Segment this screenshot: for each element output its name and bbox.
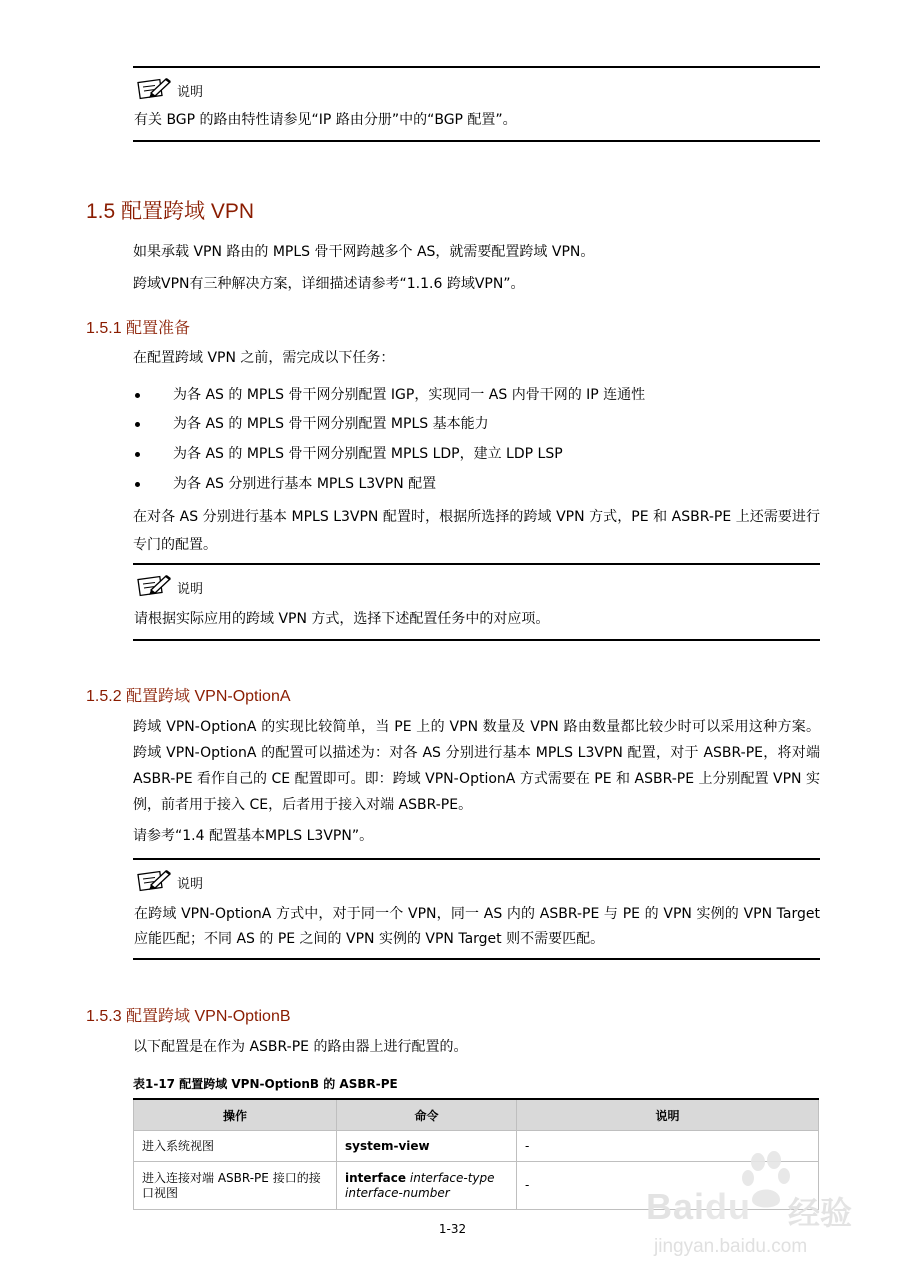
table-header-cell: 说明 bbox=[517, 1099, 819, 1131]
section-title-1-5: 1.5 配置跨域 VPN bbox=[86, 200, 255, 223]
table-cell-cmd bbox=[337, 1131, 517, 1162]
table-header-row bbox=[134, 1099, 819, 1131]
note-label: 说明 bbox=[177, 85, 204, 100]
table-cell-cmd bbox=[337, 1162, 517, 1210]
list-item-text: 为各 AS 的 MPLS 骨干网分别配置 MPLS LDP，建立 LDP LSP bbox=[173, 446, 563, 462]
note-header bbox=[137, 868, 203, 892]
list-item-text: 为各 AS 的 MPLS 骨干网分别配置 MPLS 基本能力 bbox=[173, 416, 489, 432]
note-text: 在跨域 VPN-OptionA 方式中，对于同一个 VPN，同一 AS 内的 ASBR-PE 与 PE 的 VPN 实例的 VPN Target 应能匹配；不同 AS 的 PE 之间的 VPN 实例的 VPN Target 则不需要匹配。 bbox=[134, 906, 820, 947]
paragraph: 请参考“1.4 配置基本MPLS L3VPN”。 bbox=[133, 828, 374, 844]
table-header-cell: 操作 bbox=[134, 1099, 337, 1131]
list-item-text: 为各 AS 的 MPLS 骨干网分别配置 IGP，实现同一 AS 内骨干网的 IP 连通性 bbox=[173, 387, 646, 403]
pencil-note-icon bbox=[137, 868, 171, 892]
bullet-icon bbox=[135, 452, 140, 457]
pencil-note-icon bbox=[137, 573, 171, 597]
note-header bbox=[137, 573, 203, 597]
cmd-keyword: system-view bbox=[345, 1138, 430, 1153]
watermark-cn: 经验 bbox=[788, 1194, 853, 1232]
note-header bbox=[137, 76, 203, 100]
note-text: 请根据实际应用的跨域 VPN 方式，选择下述配置任务中的对应项。 bbox=[134, 611, 550, 627]
table-header-cell: 命令 bbox=[337, 1099, 517, 1131]
paragraph: 在配置跨域 VPN 之前，需完成以下任务： bbox=[133, 350, 395, 366]
bullet-icon bbox=[135, 393, 140, 398]
cmd-keyword: interface bbox=[345, 1170, 407, 1185]
table-cell-op: 进入系统视图 bbox=[134, 1131, 337, 1162]
section-title-1-5-1: 1.5.1 配置准备 bbox=[86, 320, 191, 337]
note-label: 说明 bbox=[177, 582, 204, 597]
paragraph: 跨域VPN有三种解决方案，详细描述请参考“1.1.6 跨域VPN”。 bbox=[133, 276, 525, 292]
list-item-text: 为各 AS 分别进行基本 MPLS L3VPN 配置 bbox=[173, 476, 437, 492]
note-box-bgp bbox=[133, 66, 820, 142]
watermark-brand-part: Bai bbox=[646, 1186, 706, 1227]
paragraph: 在对各 AS 分别进行基本 MPLS L3VPN 配置时，根据所选择的跨域 VPN 方式，PE 和 ASBR-PE 上还需要进行专门的配置。 bbox=[133, 509, 820, 553]
table-cell-desc: - bbox=[517, 1131, 819, 1162]
watermark-brand-part: du bbox=[705, 1186, 752, 1227]
watermark-brand bbox=[646, 1186, 751, 1228]
paragraph: 跨域 VPN-OptionA 的实现比较简单，当 PE 上的 VPN 数量及 VPN 路由数量都比较少时可以采用这种方案。跨域 VPN-OptionA 的配置可以描述为：对各 AS 分别进行基本 MPLS L3VPN 配置，对于 ASBR-PE，将对端 ASBR-PE 看作自己的 CE 配置即可。即：跨域 VPN-OptionA 方式需要在 PE 和 ASBR-PE 上分别配置 VPN 实例，前者用于接入 CE，后者用于接入对端 ASBR-PE。 bbox=[133, 719, 820, 813]
table-caption: 表1-17 配置跨域 VPN-OptionB 的 ASBR-PE bbox=[133, 1077, 398, 1091]
table-cell-desc: - bbox=[517, 1162, 819, 1210]
paragraph: 如果承载 VPN 路由的 MPLS 骨干网跨越多个 AS，就需要配置跨域 VPN。 bbox=[133, 244, 595, 260]
baidu-watermark bbox=[640, 1148, 890, 1268]
section-title-1-5-2: 1.5.2 配置跨域 VPN-OptionA bbox=[86, 688, 291, 705]
page-number: 1-32 bbox=[438, 1222, 467, 1236]
table-cell-op: 进入连接对端 ASBR-PE 接口的接口视图 bbox=[134, 1162, 337, 1210]
watermark-url: jingyan.baidu.com bbox=[654, 1236, 808, 1257]
pencil-note-icon bbox=[137, 76, 171, 100]
bullet-icon bbox=[135, 422, 140, 427]
section-title-1-5-3: 1.5.3 配置跨域 VPN-OptionB bbox=[86, 1008, 291, 1025]
note-box-crossdomain bbox=[133, 563, 820, 641]
paragraph: 以下配置是在作为 ASBR-PE 的路由器上进行配置的。 bbox=[133, 1039, 468, 1055]
bullet-icon bbox=[135, 482, 140, 487]
note-text: 有关 BGP 的路由特性请参见“IP 路由分册”中的“BGP 配置”。 bbox=[134, 112, 517, 128]
cmd-args: interface-type interface-number bbox=[345, 1170, 495, 1200]
note-label: 说明 bbox=[177, 877, 204, 892]
note-box-optiona bbox=[133, 858, 820, 960]
